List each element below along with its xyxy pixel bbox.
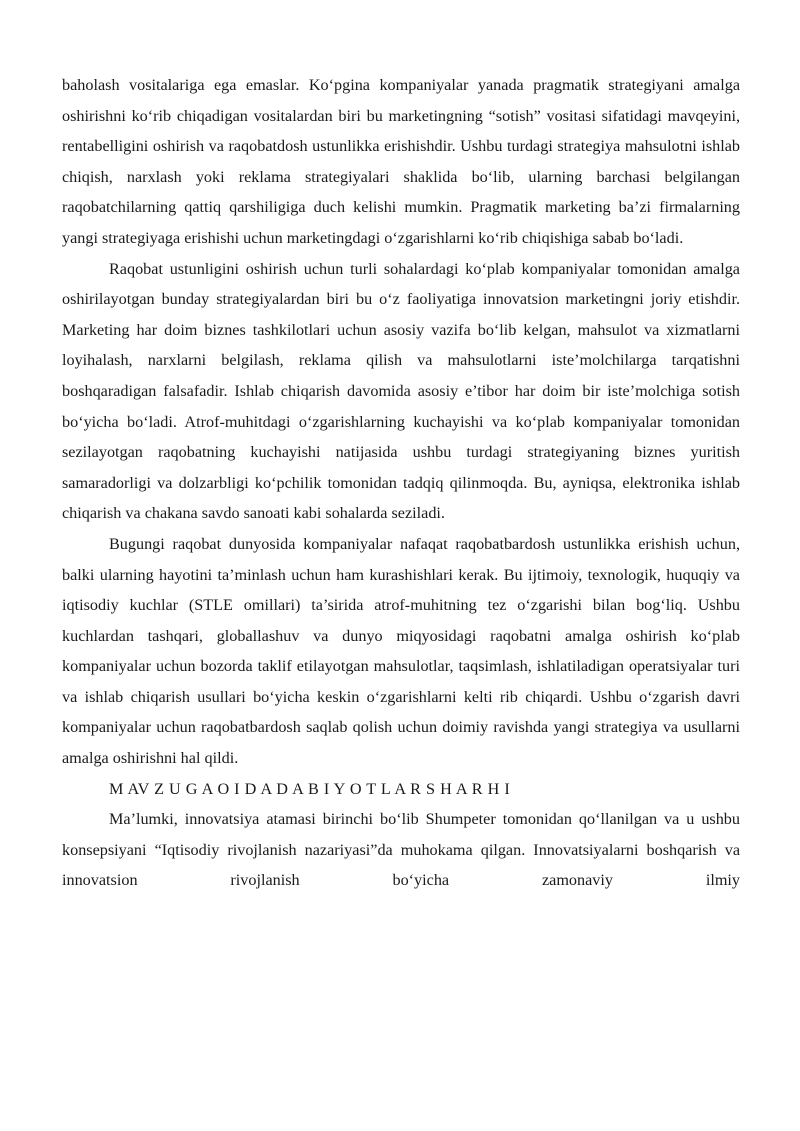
section-heading: M AV Z U G A O I D A D A B I Y O T L A R S H A R H I [109, 779, 511, 798]
paragraph-2: Raqobat ustunligini oshirish uchun turli sohalardagi ko‘plab kompaniyalar tomonidan amalga oshirilayotgan bunday strategiyalardan biri bu o‘z faoliyatiga innovatsion marketingni joriy etishdir. Marketing har doim biznes tashkilotlari uchun asosiy vazifa bo‘lib kelgan, mahsulot va xizmatlarni loyihalash, narxlarni belgilash, reklama qilish va mahsulotlarni iste’molchilarga tarqatishni boshqaradigan falsafadir. Ishlab chiqarish davomida asosiy e’tibor har doim bir iste’molchiga sotish bo‘yicha bo‘ladi. Atrof-muhitdagi o‘zgarishlarning kuchayishi va ko‘plab kompaniyalar tomonidan sezilayotgan raqobatning kuchayishi natijasida ushbu turdagi strategiyaning biznes yuritish samaradorligi va dolzarbligi ko‘pchilik tomonidan tadqiq qilinmoqda. Bu, ayniqsa, elektronika ishlab chiqarish va chakana savdo sanoati kabi sohalarda seziladi. [62, 259, 740, 523]
paragraph-1: baholash vositalariga ega emaslar. Ko‘pgina kompaniyalar yanada pragmatik strategiyani amalga oshirishni ko‘rib chiqadigan vositalardan biri bu marketingning “sotish” vositasi sifatidagi mavqeyini, rentabelligini oshirish va raqobatdosh ustunlikka erishishdir. Ushbu turdagi strategiya mahsulotni ishlab chiqish, narxlash yoki reklama strategiyalari shaklida bo‘lib, ularning barchasi belgilangan raqobatchilarning qattiq qarshiligiga duch kelishi mumkin. Pragmatik marketing ba’zi firmalarning yangi strategiyaga erishishi uchun marketingdagi o‘zgarishlarni ko‘rib chiqishiga sabab bo‘ladi. [62, 76, 740, 247]
paragraph-3: Bugungi raqobat dunyosida kompaniyalar nafaqat raqobatbardosh ustunlikka erishish uchun, balki ularning hayotini ta’minlash uchun ham kurashishlari kerak. Bu ijtimoiy, texnologik, huquqiy va iqtisodiy kuchlar (STLE omillari) ta’sirida atrof-muhitning tez o‘zgarishi bilan bog‘liq. Ushbu kuchlardan tashqari, globallashuv va dunyo miqyosidagi raqobatni amalga oshirish ko‘plab kompaniyalar uchun bozorda taklif etilayotgan mahsulotlar, taqsimlash, ishlatiladigan operatsiyalar turi va ishlab chiqarish usullari bo‘yicha keskin o‘zgarishlarni kelti rib chiqardi. Ushbu o‘zgarish davri kompaniyalar uchun raqobatbardosh saqlab qolish uchun doimiy ravishda yangi strategiya va usullarni amalga oshirishni hal qildi. [62, 534, 740, 768]
paragraph-4: Ma’lumki, innovatsiya atamasi birinchi bo‘lib Shumpeter tomonidan qo‘llanilgan va u ushbu konsepsiyani “Iqtisodiy rivojlanish nazariyasi”da muhokama qilgan. Innovatsiyalarni boshqarish va innovatsion rivojlanish bo‘yicha zamonaviy ilmiy [62, 810, 740, 890]
document-page [62, 70, 740, 896]
